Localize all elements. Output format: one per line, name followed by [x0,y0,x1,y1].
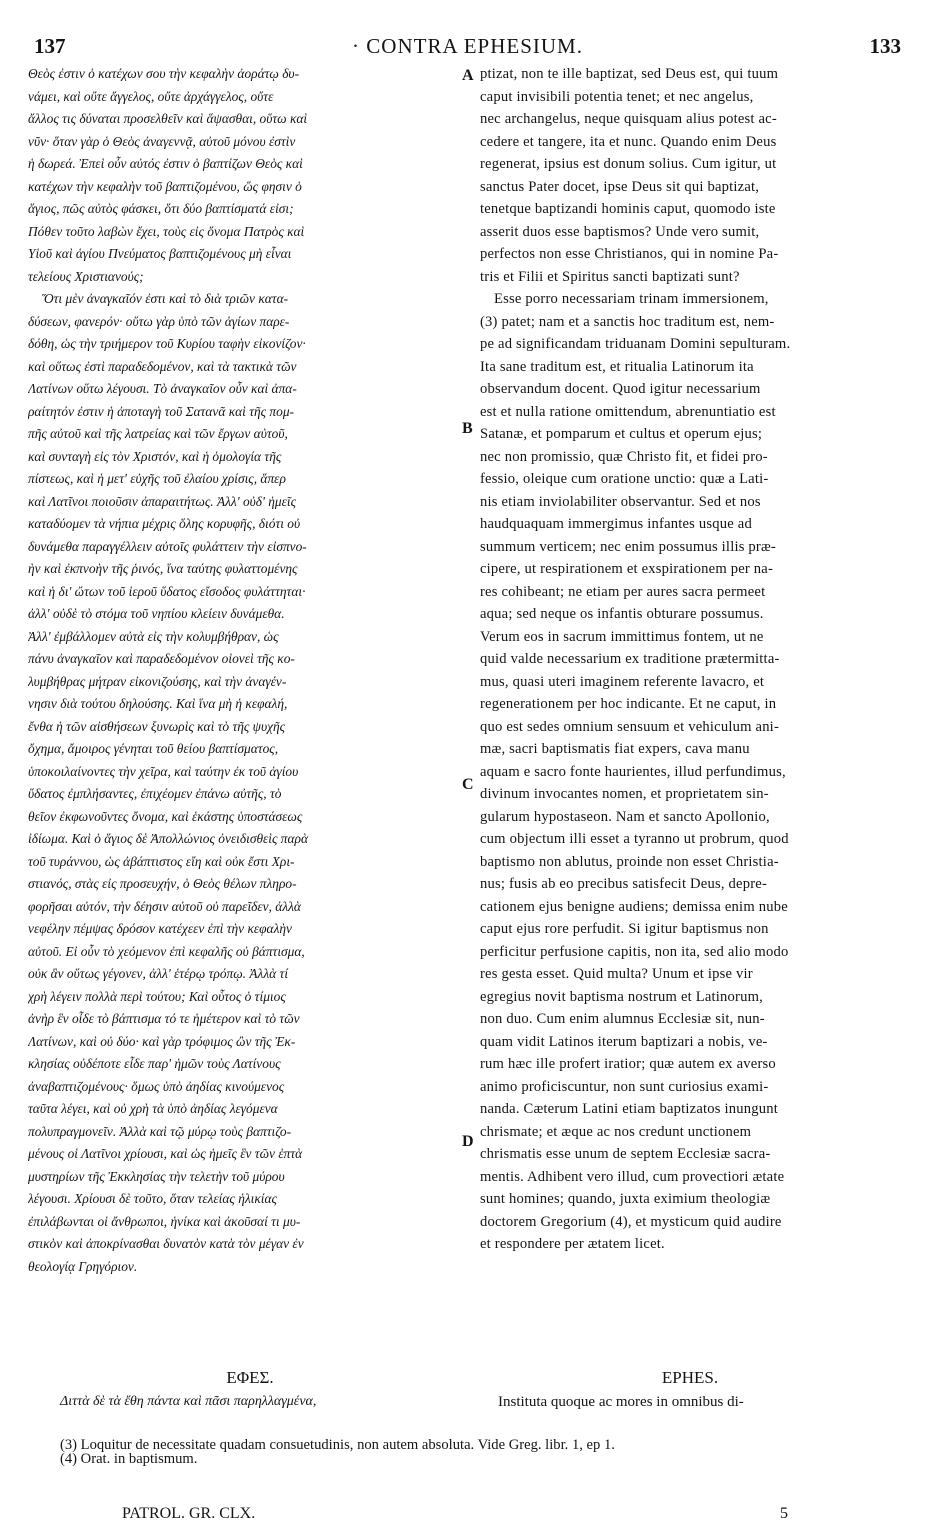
greek-text-line: ὑποκοιλαίνοντες τὴν χεῖρα, καὶ ταύτην ἐκ τοῦ ἁγίου [28,763,299,779]
greek-text-line: θεολογίᾳ Γρηγόριον. [28,1258,138,1274]
latin-text-line: nec non promissio, quæ Christo fit, et fidei pro- [480,448,768,465]
margin-letter-a: A [462,67,474,84]
greek-text-line: καὶ οὕτως ἐστὶ παραδεδομένον, καὶ τὰ τακτικὰ τῶν [28,358,297,374]
greek-text-line: ραίτητόν ἐστιν ἡ ἀποταγὴ τοῦ Σατανᾶ καὶ τῆς πομ- [28,403,295,419]
greek-text-line: αὐτοῦ. Εἰ οὖν τὸ χεόμενον ἐπὶ κεφαλῆς οὐ βάπτισμα, [28,943,305,959]
latin-text-line: divinum invocantes nomen, et proprietatem sin- [480,786,769,802]
greek-text-line: λέγουσι. Χρίουσι δὲ τοῦτο, ὅταν τελείας ἡλικίας [28,1191,277,1206]
greek-text-line: τοῦ τυράννου, ὡς ἀβάπτιστος εἴη καὶ οὐκ ἔστι Χρι- [28,853,295,869]
right-page-number: 133 [869,34,901,58]
latin-text-line: fessio, oleique cum oratione unctio: quæ a Lati- [480,471,769,487]
margin-letter-d: D [462,1133,474,1150]
latin-text-line: cedere et tangere, ita et nunc. Quando enim Deus [480,133,777,150]
latin-text-line: regenerat, ipsius est donum solius. Cum igitur, ut [480,156,777,172]
latin-text-line: nec archangelus, neque quisquam alius potest ac- [480,111,777,127]
latin-text-line: quam vidit Latinos iterum baptizari a nobis, ve- [480,1033,768,1050]
greek-section-heading: ΕΦΕΣ. [226,1368,274,1387]
greek-text-line: μένους οἱ Λατῖνοι χρίουσι, καὶ ὡς ἡμεῖς ἓν τῶν ἑπτὰ [28,1146,303,1161]
greek-text-line: στικὸν καὶ ἀποκρίνασθαι δυνατὸν κατὰ τὸν μέγαν ἐν [28,1236,304,1251]
latin-text-line: doctorem Gregorium (4), et mysticum quid audire [480,1213,782,1230]
greek-text-line: ἰδίωμα. Καὶ ὁ ἅγιος δὲ Ἀπολλώνιος ὀνειδισθεὶς παρὰ [28,831,308,846]
greek-column [28,63,456,1278]
running-title: · CONTRA EPHESIUM. [352,34,583,58]
greek-text-line: τελείους Χριστιανούς; [28,268,144,284]
latin-text-line: chrismatis esse unum de septem Ecclesiæ sacra- [480,1146,771,1162]
running-head [34,34,901,58]
latin-text-line: mus, quasi uteri imaginem referente lavacro, et [480,673,765,690]
latin-text-line: non duo. Cum enim alumnus Ecclesiæ sit, nun- [480,1011,765,1027]
latin-text-line: animo proficiscuntur, non sunt curiosius exami- [480,1078,769,1095]
greek-text-line: χρὴ λέγειν πολλὰ περὶ τούτου; Καὶ οὗτος ὁ τίμιος [28,988,286,1004]
greek-text-line: νεφέλην πέμψας δρόσον κατέχεεν ἐπὶ τὴν κεφαλὴν [28,921,292,936]
latin-text-line: perfectos non esse Christianos, qui in nomine Pa- [480,246,779,262]
greek-text-line: Ἀλλ' ἐμβάλλομεν αὐτὰ εἰς τὴν κολυμβήθραν, ὡς [28,628,279,644]
greek-text-line: λυμβήθρας μήτραν εἰκονιζούσης, καὶ τὴν ἀναγέν- [28,673,287,689]
latin-text-line: perficitur perfusione capitis, non ita, sed alio modo [480,943,789,960]
greek-text-line: ὕδατος ἐμπλήσαντες, ἐπιχέομεν ἐπάνω αὐτῆς, τὸ [28,786,282,801]
latin-section-heading: EPHES. [661,1368,719,1387]
margin-letter-c: C [462,776,474,793]
latin-text-line: chrismate; et æque ac nos credunt unctionem [480,1123,752,1140]
latin-text-line: aqua; sed neque os infantis obturare possumus. [480,606,764,622]
greek-continuation-line: Διττὰ δὲ τὰ ἔθη πάντα καὶ πᾶσι παρηλλαγμένα, [60,1394,317,1409]
latin-text-line: Esse porro necessariam trinam immersionem, [494,291,769,307]
greek-text-line: ἔνθα ἡ τῶν αἰσθήσεων ξυνωρὶς καὶ τὸ τῆς ψυχῆς [28,718,286,734]
greek-text-line: ἀναβαπτιζομένους· ὅμως ὑπὸ ἀηδίας κινούμενος [28,1078,285,1094]
latin-text-line: pe ad significandam triduanam Domini sepulturam. [480,336,791,352]
latin-text-line: observandum docent. Quod igitur necessarium [480,381,761,397]
greek-text-line: πολυπραγμονεῖν. Ἀλλὰ καὶ τῷ μύρῳ τοὺς βαπτιζο- [28,1123,292,1139]
latin-text-line: haudquaquam immergimus infantes usque ad [480,516,752,532]
latin-text-line: et respondere per ætatem licet. [480,1236,665,1252]
greek-text-line: καὶ συνταγὴ εἰς τὸν Χριστόν, καὶ ἡ ὁμολογία τῆς [28,448,282,464]
greek-text-line: Λατίνων, καὶ οὐ δύο· καὶ γὰρ τρόφιμος ὢν τῆς Ἐκ- [28,1033,296,1049]
latin-text-line: Satanæ, et pomparum et cultus et operum ejus; [480,426,763,442]
greek-text-line: πῆς αὐτοῦ καὶ τῆς λατρείας καὶ τῶν ἔργων αὐτοῦ, [28,426,288,441]
latin-text-line: cipere, ut respirationem et exspirationem per na- [480,561,774,577]
margin-letter-b: B [462,420,473,437]
greek-text-line: καὶ Λατῖνοι ποιοῦσιν ἀπαραιτήτως. Ἀλλ' οὐδ' ἡμεῖς [28,493,297,509]
greek-text-line: μυστηρίων τῆς Ἐκκλησίας τὴν τελετὴν τοῦ μύρου [28,1168,285,1184]
greek-text-line: στιανός, στὰς εἰς προσευχήν, ὁ Θεὸς θέλων πληρο- [28,876,297,891]
greek-text-line: Λατίνων οὕτω λέγουσι. Τὸ ἀναγκαῖον οὖν καὶ ἀπα- [28,381,297,396]
greek-text-line: ἅγιος, πῶς αὐτὸς φάσκει, ὅτι δύο βαπτίσματά εἰσι; [28,201,294,216]
greek-text-line: δυνάμεθα παραγγέλλειν αὐτοῖς φυλάττειν τὴν εἰσπνο- [28,538,307,554]
latin-text-line: cationem ejus benigne audiens; demissa enim nube [480,898,788,915]
latin-text-line: gularum hypostaseon. Nam et sancto Apollonio, [480,808,770,825]
latin-text-line: Ita sane traditum est, et ritualia Latinorum ita [480,358,754,375]
latin-text-line: est et nulla ratione omittendum, abrenuntiatio est [480,403,776,420]
latin-text-line: summum verticem; nec enim possumus illis præ- [480,538,776,555]
latin-text-line: aquam e sacro fonte haurientes, illud perfundimus, [480,763,786,780]
latin-text-line: sanctus Pater docet, ipse Deus sit qui baptizat, [480,178,760,195]
greek-text-line: Πόθεν τοῦτο λαβὼν ἔχει, τοὺς εἰς ὄνομα Πατρὸς καὶ [28,223,305,239]
greek-text-line: οὐκ ἂν οὕτως γέγονεν, ἀλλ' ἑτέρῳ τρόπῳ. Ἀλλὰ τί [28,966,289,981]
latin-text-line: baptismo non ablutus, proinde non esset Christia- [480,853,779,870]
greek-text-line: ἀλλ' οὐδὲ τὸ στόμα τοῦ νηπίου κλείειν δυνάμεθα. [28,606,285,621]
greek-text-line: Υἱοῦ καὶ ἁγίου Πνεύματος βαπτιζομένους μὴ εἶναι [28,246,292,261]
greek-text-line: θεῖον ἐκφωνοῦντες ὄνομα, καὶ ἑκάστης ὑποστάσεως [28,808,303,824]
greek-text-line: ταῦτα λέγει, καὶ οὐ χρὴ τὰ ὑπὸ ἀηδίας λεγόμενα [28,1101,278,1116]
greek-text-line: δύσεων, φανερόν· οὕτω γὰρ ὑπὸ τῶν ἁγίων παρε- [28,313,290,329]
sheet-number: 5 [780,1505,788,1522]
latin-text-line: regenerationem per hoc indicante. Et ne caput, in [480,696,777,712]
latin-text-line: nanda. Cæterum Latini etiam baptizatos inungunt [480,1101,778,1117]
greek-text-line: κλησίας οὐδέποτε εἶδε παρ' ἡμῶν τοὺς Λατίνους [28,1056,281,1071]
footnote: (4) Orat. in baptismum. [60,1451,198,1467]
signature-mark: PATROL. GR. CLX. [122,1505,256,1522]
greek-text-line: δόθη, ὡς τὴν τριήμερον τοῦ Κυρίου ταφὴν εἰκονίζον· [28,336,306,351]
latin-text-line: quo est sedes omnium sensuum et vehiculum ani- [480,718,780,735]
greek-text-line: ἐπιλάβωνται οἱ ἄνθρωποι, ἡνίκα καὶ ἀκοῦσαί τι μυ- [28,1213,301,1229]
greek-text-line: καταδύομεν τὰ νήπια μέχρις ὅλης κορυφῆς, διότι οὐ [28,516,301,531]
latin-text-line: mentis. Adhibent vero illud, cum provectiori ætate [480,1168,785,1185]
greek-text-line: ἡ δωρεά. Ἐπεὶ οὖν αὐτός ἐστιν ὁ βαπτίζων Θεὸς καὶ [28,156,303,171]
latin-text-line: cum objectum illi esset a tyranno ut probrum, quod [480,831,789,847]
latin-text-line: sunt homines; quando, juxta eximium theologiæ [480,1191,771,1207]
greek-text-line: καὶ ἡ δι' ὤτων τοῦ ἱεροῦ ὕδατος εἴσοδος φυλάττηται· [28,583,306,599]
greek-text-line: κατέχων τὴν κεφαλὴν τοῦ βαπτιζομένου, ὥς φησιν ὁ [28,178,302,194]
greek-text-line: πίστεως, καὶ ἡ μετ' εὐχῆς τοῦ ἐλαίου χρίσις, ἅπερ [28,471,286,486]
latin-text-line: Verum eos in sacrum immittimus fontem, ut ne [480,628,764,645]
greek-text-line: νάμει, καὶ οὔτε ἄγγελος, οὔτε ἀρχάγγελος, οὔτε [28,88,274,104]
greek-text-line: ὴν καὶ ἐκπνοὴν τῆς ῥινός, ἵνα ταύτης φυλαττομένης [28,561,298,576]
latin-text-line: egregius novit baptisma nostrum et Latinorum, [480,988,763,1005]
latin-text-line: asserit duos esse baptismos? Unde vero sumit, [480,223,760,240]
latin-text-line: caput ejus rore perfudit. Si igitur baptismus non [480,921,769,937]
latin-column [480,63,898,1256]
latin-text-line: res gesta esset. Quid multa? Unum et ipse vir [480,966,753,982]
latin-text-line: quid valde necessarium ex traditione prætermitta- [480,651,780,667]
greek-text-line: πάνυ ἀναγκαῖον καὶ παραδεδομένον οἱονεὶ τῆς κο- [28,651,295,666]
footnotes [60,1438,900,1466]
latin-text-line: ptizat, non te ille baptizat, sed Deus est, qui tuum [480,66,779,82]
greek-text-line: νησιν διὰ τούτου δηλούσης. Καὶ ἵνα μὴ ἡ κεφαλή, [28,696,288,711]
latin-text-line: res cohibeant; ne etiam per aures sacra permeet [480,583,766,600]
greek-text-line: ἄλλος τις δύναται προσελθεῖν καὶ ἅψασθαι, οὕτω καὶ [28,111,308,126]
greek-text-line: Ὅτι μὲν ἀναγκαῖόν ἐστι καὶ τὸ διὰ τριῶν κατα- [42,291,289,306]
latin-text-line: mæ, sacri baptismatis fiat expers, cava manu [480,741,750,757]
latin-text-line: tenetque baptizandi hominis caput, quomodo iste [480,201,776,217]
left-page-number: 137 [34,34,66,58]
greek-text-line: ὄχημα, ἄμοιρος γένηται τοῦ θείου βαπτίσματος, [28,741,279,756]
latin-text-line: caput invisibili potentia tenet; et nec angelus, [480,88,754,105]
latin-text-line: nus; fusis ab eo precibus satisfecit Deus, depre- [480,876,768,892]
latin-continuation-line: Instituta quoque ac mores in omnibus di- [498,1394,744,1410]
greek-text-line: ἀνὴρ ἓν οἶδε τὸ βάπτισμα τό τε ἡμέτερον καὶ τὸ τῶν [28,1011,300,1026]
footnote: (3) Loquitur de necessitate quadam consuetudinis, non autem absoluta. Vide Greg. libr. 1, ep 1. [60,1437,615,1453]
footnote-rule [52,1427,886,1428]
latin-text-line: (3) patet; nam et a sanctis hoc traditum est, nem- [480,313,775,330]
greek-text-line: φορῆσαι αὐτόν, τὴν δέησιν αὐτοῦ οὐ παρεῖδεν, ἀλλὰ [28,898,301,914]
greek-text-line: νῦν· ὅταν γὰρ ὁ Θεὸς ἀναγεννᾷ, αὐτοῦ μόνου ἐστὶν [28,133,296,149]
latin-text-line: tris et Filii et Spiritus sancti baptizati sunt? [480,268,740,285]
latin-text-line: rum hæc ille profert iratior; quæ autem ex averso [480,1056,776,1072]
greek-text-line: Θεὸς ἐστιν ὁ κατέχων σου τὴν κεφαλὴν ἀοράτῳ δυ- [28,66,300,81]
latin-text-line: nis etiam inviolabiliter observantur. Sed et nos [480,493,761,510]
